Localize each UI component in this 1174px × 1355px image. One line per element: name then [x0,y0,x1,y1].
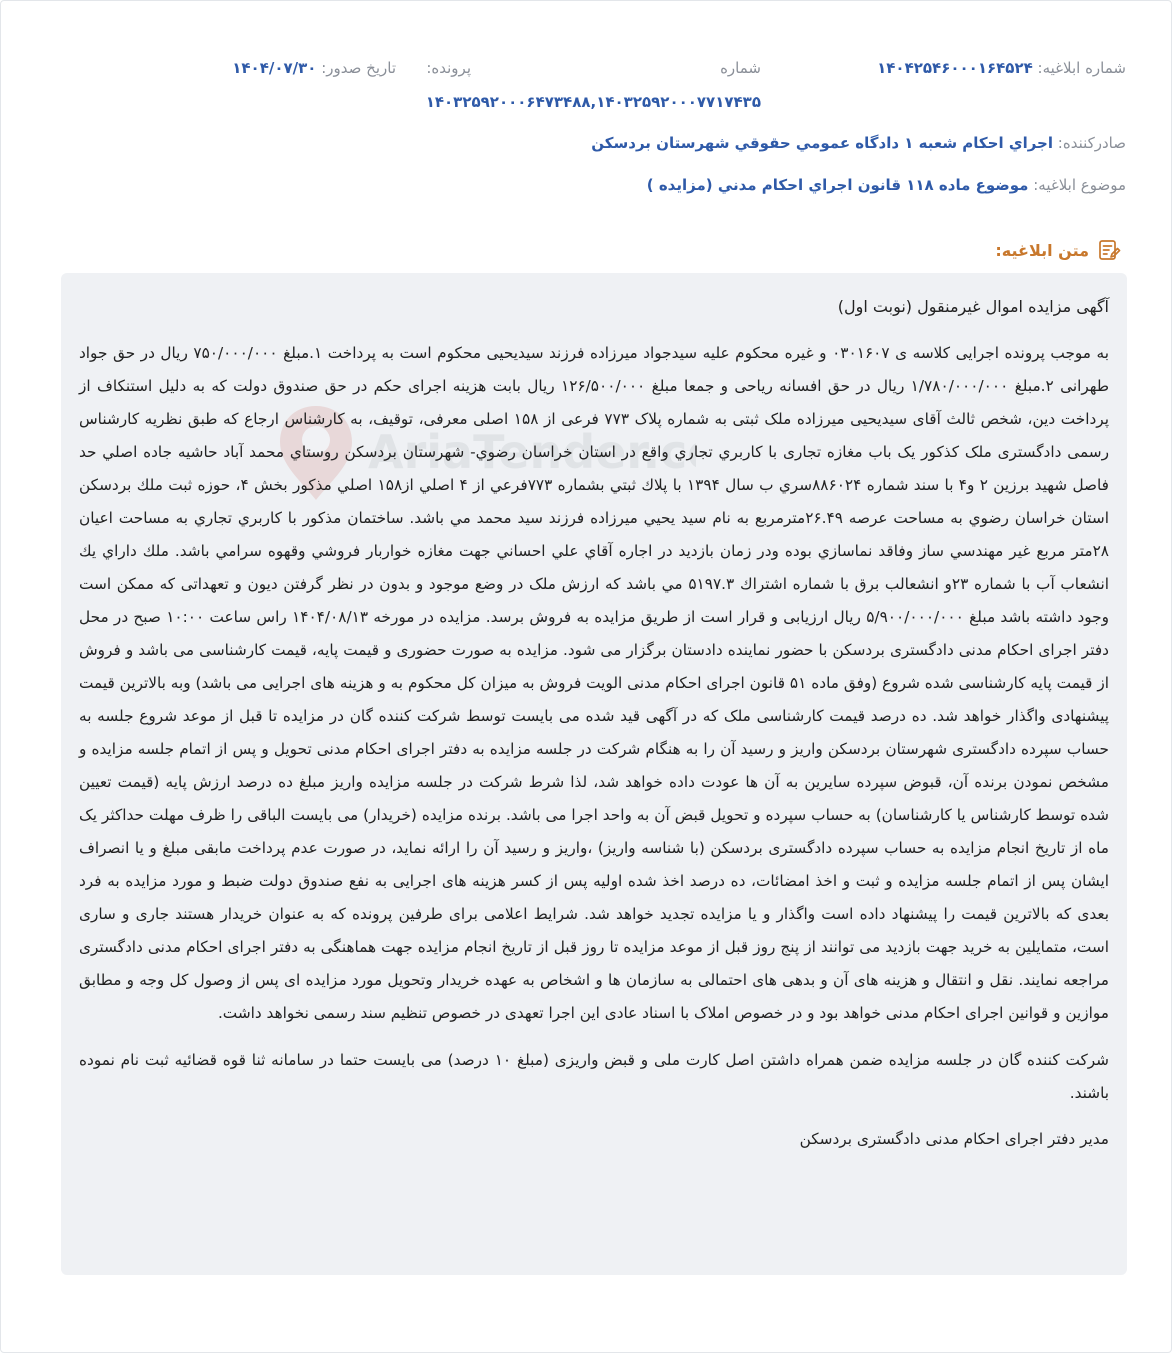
case-label: پرونده: [426,59,471,77]
number-field [720,59,761,83]
notice-text-header [995,237,1121,263]
notice-number-value: ۱۴۰۴۲۵۴۶۰۰۰۱۶۴۵۲۴ [877,59,1033,77]
case-numbers-field [426,93,761,117]
notice-number-label: شماره ابلاغیه: [1037,59,1126,77]
case-field [426,59,471,83]
number-label: شماره [720,59,761,77]
subject-label: موضوع ابلاغیه: [1033,176,1126,194]
issue-date-label: تاریخ صدور: [321,59,396,77]
issue-date-value: ۱۴۰۴/۰۷/۳۰ [232,59,317,77]
notice-paragraph-main: به موجب پرونده اجرایی کلاسه ی ۰۳۰۱۶۰۷ و غیره محکوم علیه سیدجواد میرزاده فرزند سیدیحیی محکوم است به پرداخت ۱.مبلغ ۷۵۰/۰۰۰/۰۰۰ ریال در حق جواد طهرانی ۲.مبلغ ۱/۷۸۰/۰۰۰/۰۰۰ ریال در حق افسانه ریاحی و جمعا مبلغ ۱۲۶/۵۰۰/۰۰۰ ریال بابت هزینه اجرای حکم در حق صندوق دولت که به دلیل استنکاف از پرداخت دین، شخص ثالث آقای سیدیحیی میرزاده ملک ثبتی به شماره پلاک ۷۷۳ فرعی از ۱۵۸ اصلی معرفی، توقیف، به کارشناس ارجاع که طبق نظریه کارشناس رسمی دادگستری ملک کذکور یک باب مغازه تجاری با كاربري تجاري واقع در استان خراسان رضوي- شهرستان بردسكن روستاي محمد آباد حاشيه جاده اصلي حد فاصل شهيد برزين ۲ و۴ با سند شماره ۸۸۶۰۲۴سري ب سال ۱۳۹۴ با پلاك ثبتي بشماره ۷۷۳فرعي از ۴ اصلي از۱۵۸ اصلي مذكور بخش ۴، حوزه ثبت ملك بردسكن استان خراسان رضوي به مساحت عرصه ۲۶.۴۹مترمربع به نام سيد يحيي ميرزاده فرزند سيد محمد مي باشد. ساختمان مذكور با كاربري تجاري به مساحت اعيان ۲۸متر مربع غير مهندسي ساز وفاقد نماسازي بوده ودر زمان بازديد در اجاره آقاي علي احساني جهت مغازه خواربار فروشي وقهوه سرامي باشد. ملك داراي يك انشعاب آب با شماره ۲۳و انشعالب برق با شماره اشتراك ۵۱۹۷.۳ مي باشد که ارزش ملک در وضع موجود و بدون در نظر گرفتن دیون و تعهداتی که ممکن است وجود داشته باشد مبلغ ۵/۹۰۰/۰۰۰/۰۰۰ ریال ارزیابی و قرار است از طریق مزایده به فروش برسد. مزایده در مورخه ۱۴۰۴/۰۸/۱۳ راس ساعت ۱۰:۰۰ صبح در محل دفتر اجرای احکام مدنی دادگستری بردسکن با حضور نماینده دادستان برگزار می شود. مزایده به صورت حضوری و قیمت پایه، قیمت کارشناسی می باشد و فروش از قیمت پایه کارشناسی شده شروع (وفق ماده ۵۱ قانون اجرای احکام مدنی الویت فروش به میزان کل محکوم به و هزینه های اجرایی می باشد) وبه بالاترین قیمت پیشنهادی واگذار خواهد شد. ده درصد قیمت کارشناسی ملک که در آگهی قید شده می بایست توسط شرکت کننده گان در مزایده تا قبل از موعد شروع جلسه به حساب سپرده دادگستری شهرستان بردسکن واریز و رسید آن را به هنگام شرکت در جلسه مزایده به دفتر اجرای احکام مدنی تحویل و پس از اتمام جلسه مزایده و مشخص نمودن برنده آن، قبوض سپرده سایرین به آن ها عودت داده خواهد شد، لذا شرط شرکت در جلسه مزایده واریز مبلغ ده درصد ارزش پایه (قیمت تعیین شده توسط کارشناس یا کارشناسان) به حساب سپرده و تحویل قبض آن به واحد اجرا می باشد. برنده مزایده (خریدار) می بایست الباقی را ظرف مهلت حداکثر یک ماه از تاریخ انجام مزایده به حساب سپرده دادگستری بردسکن (با شناسه واریز) ،واریز و رسید آن را ارائه نماید، در صورت عدم پرداخت مابقی مبلغ و یا انصراف ایشان پس از اتمام جلسه مزایده و ثبت و اخذ امضائات، ده درصد اخذ شده اولیه پس از کسر هزینه های اجرایی به نفع صندوق دولت ضبط و مورد مزایده به فرد بعدی که بالاترین قیمت را پیشنهاد داده است واگذار و یا مزایده تجدید خواهد شد. شرایط اعلامی برای طرفین پرونده که به عنوان خریدار هستند جاری و ساری است، متمایلین به خرید جهت بازدید می توانند از پنج روز قبل از موعد مزایده تا روز قبل از تاریخ انجام مزایده جهت هماهنگی به دفتر اجرای احکام مدنی دادگستری مراجعه نمایند. نقل و انتقال و هزینه های آن و بدهی های احتمالی به سازمان ها و اشخاص به عهده خریدار وتحویل مورد مزایده ای پس از وصول کل وجه و مطابق موازین و قوانین اجرای احکام مدنی خواهد بود و در خصوص املاک با اسناد عادی این اجرا تعهدی در خصوص تنظیم سند رسمی نخواهد داشت. [79,344,1110,1022]
ad-title: آگهی مزایده اموال غیرمنقول (نوبت اول) [837,297,1109,316]
issue-date-field [232,59,396,83]
notice-paragraph-registration: شرکت کننده گان در جلسه مزایده ضمن همراه داشتن اصل کارت ملی و قبض واریزی (مبلغ ۱۰ درصد) می بایست حتما در سامانه ثنا قوه قضائیه ثبت نام نموده باشند. [79,1051,1110,1102]
notice-text-label: متن ابلاغیه: [995,240,1089,260]
subject-field [647,176,1126,200]
signature-line: مدیر دفتر اجرای احکام مدنی دادگستری بردسکن [799,1130,1109,1148]
watermark-text: AriaTender.c [368,425,688,479]
issuer-value: اجراي احكام شعبه ۱ دادگاه عمومي حقوقي شهرستان بردسكن [591,134,1053,152]
document-edit-icon [1097,238,1121,262]
notice-body [61,273,1127,1275]
notice-number-field [877,59,1126,83]
case-numbers-value: ۱۴۰۳۲۵۹۲۰۰۰۶۴۷۳۴۸۸,۱۴۰۳۲۵۹۲۰۰۰۷۷۱۷۴۳۵ [425,93,761,111]
issuer-field [591,134,1126,158]
issuer-label: صادرکننده: [1057,134,1126,152]
subject-value: موضوع ماده ۱۱۸ قانون اجراي احكام مدني (مزايده ) [646,176,1029,194]
